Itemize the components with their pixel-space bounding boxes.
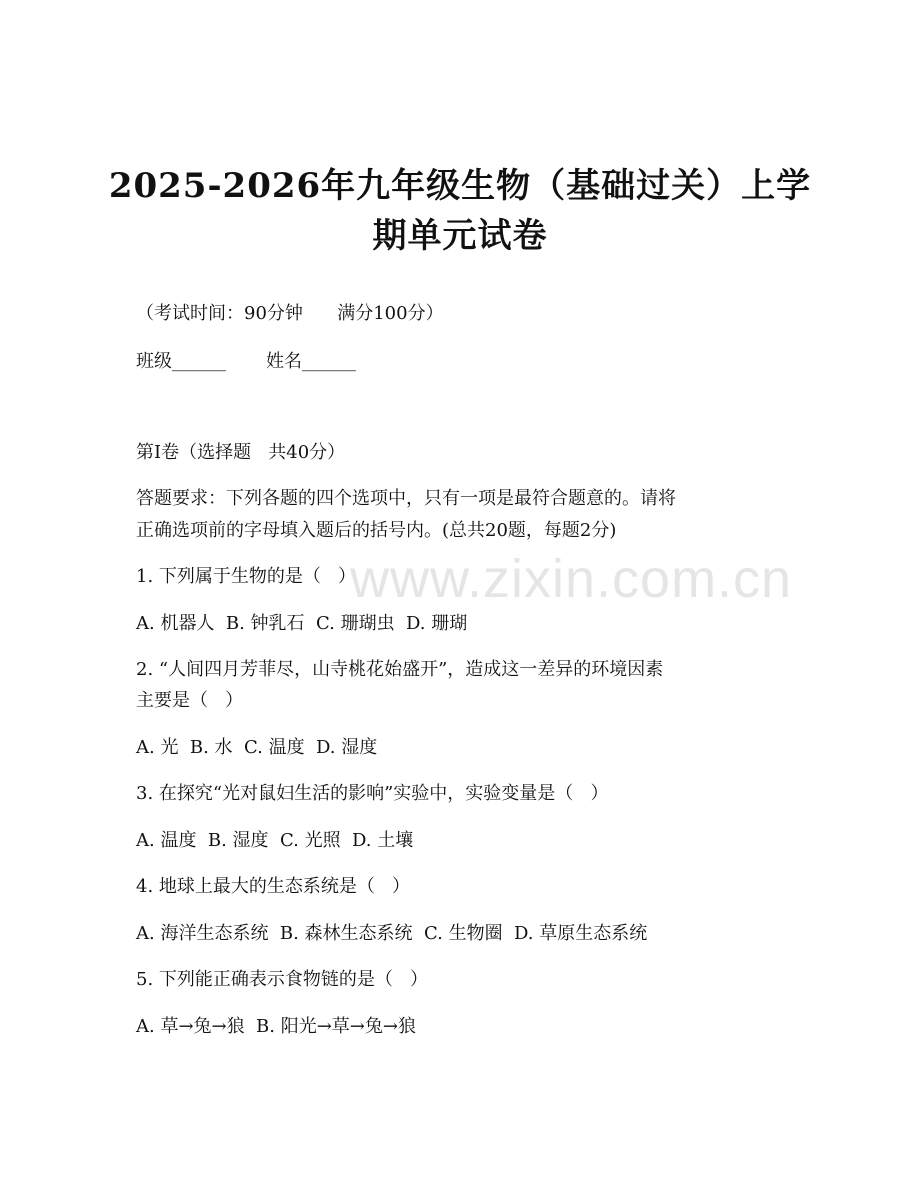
section-heading: 第I卷（选择题 共40分） [136, 442, 346, 463]
question-2-stem-line2: 主要是（ ） [136, 690, 244, 711]
question-4-stem: 4. 地球上最大的生态系统是（ ） [136, 876, 411, 897]
exam-time-score: （考试时间：90分钟 满分100分） [136, 303, 444, 324]
question-3-stem: 3. 在探究“光对鼠妇生活的影响”实验中，实验变量是（ ） [136, 783, 609, 804]
question-2-stem-line1: 2. “人间四月芳菲尽，山寺桃花始盛开”，造成这一差异的环境因素 [136, 659, 664, 680]
question-1-options: A. 机器人 B. 钟乳石 C. 珊瑚虫 D. 珊瑚 [136, 613, 468, 634]
question-3-options: A. 温度 B. 湿度 C. 光照 D. 土壤 [136, 830, 414, 851]
exam-title-line1: 2025-2026年九年级生物（基础过关）上学 [108, 166, 812, 206]
question-2-options: A. 光 B. 水 C. 温度 D. 湿度 [136, 737, 378, 758]
instructions-line1: 答题要求：下列各题的四个选项中，只有一项是最符合题意的。请将 [136, 488, 676, 509]
question-1-stem: 1. 下列属于生物的是（ ） [136, 566, 357, 587]
question-5-stem: 5. 下列能正确表示食物链的是（ ） [136, 969, 429, 990]
site-watermark: www.zixin.com.cn [350, 549, 793, 609]
exam-title-line2: 期单元试卷 [372, 216, 548, 256]
question-4-options: A. 海洋生态系统 B. 森林生态系统 C. 生物圈 D. 草原生态系统 [136, 923, 648, 944]
class-name-fields: 班级______ 姓名______ [136, 351, 357, 372]
question-5-options: A. 草→兔→狼 B. 阳光→草→兔→狼 [136, 1016, 416, 1037]
instructions-line2: 正确选项前的字母填入题后的括号内。(总共20题，每题2分) [136, 520, 617, 541]
